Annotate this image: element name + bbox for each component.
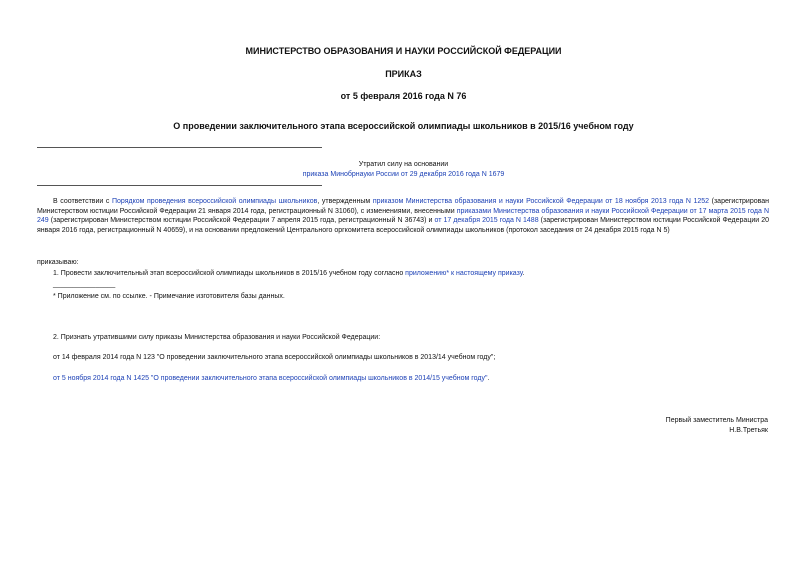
ministry-heading: МИНИСТЕРСТВО ОБРАЗОВАНИЯ И НАУКИ РОССИЙСКОЙ ФЕДЕРАЦИИ	[245, 46, 562, 56]
item-2a: от 14 февраля 2014 года N 123 "О проведении заключительного этапа всероссийской олимпиады школьников в 2013/14 учебном году";	[53, 354, 496, 361]
signature-position: Первый заместитель Министра	[665, 417, 768, 424]
item-2: 2. Признать утратившими силу приказы Министерства образования и науки Российской Федерации:	[53, 334, 381, 341]
item-2b	[53, 374, 489, 384]
procedure-link[interactable]: Порядком проведения всероссийской олимпиады школьников	[111, 198, 318, 205]
status-text: Утратил силу на основании	[358, 161, 449, 168]
preamble-text-1: В соответствии с	[53, 198, 112, 205]
order-1425-link[interactable]: от 5 ноября 2014 года N 1425 "О проведении заключительного этапа всероссийской олимпиады школьников в 2014/15 учебном году"	[53, 375, 488, 382]
appendix-link[interactable]: приложению* к настоящему приказу	[405, 270, 523, 277]
order-1252-link[interactable]: приказом Министерства образования и науки Российской Федерации от 18 ноября 2013 года N 1252	[372, 198, 710, 205]
preamble-text-4: (зарегистрирован Министерством юстиции Российской Федерации 7 апреля 2015 года, регистрационный N 36743) и	[48, 217, 435, 224]
preamble-text-3: (зарегистрирован Министерством юстиции Российской Федерации 21 января 2014 года, регистрационный N 31060), с изменениями, внесенными	[37, 198, 770, 215]
status-top-rule	[37, 147, 322, 148]
footnote-text: * Приложение см. по ссылке. - Примечание изготовителя базы данных.	[53, 293, 285, 300]
preamble-paragraph	[37, 197, 769, 235]
status-bottom-rule	[37, 185, 322, 186]
document-title: О проведении заключительного этапа всероссийской олимпиады школьников в 2015/16 учебном году	[173, 121, 634, 131]
order-249-link[interactable]: приказами Министерства образования и науки Российской Федерации от 17 марта 2015 года N 249	[37, 207, 769, 224]
item-2b-end: .	[487, 375, 490, 382]
prikazyvayu-text: приказываю:	[37, 259, 79, 266]
item-1-end: .	[522, 270, 525, 277]
preamble-text-5: (зарегистрирован Министерством юстиции Российской Федерации 20 января 2016 года, регистрационный N 40659), и на основании предложений Центрального оргкомитета всероссийской олимпиады школьников (протокол заседания от 24 декабря 2015 года N 5)	[37, 217, 769, 234]
item-1-text: 1. Провести заключительный этап всероссийской олимпиады школьников в 2015/16 учебном году согласно	[53, 270, 406, 277]
footnote-rule: ________________	[53, 281, 116, 288]
signature-name: Н.В.Третьяк	[729, 427, 768, 434]
document-date-number: от 5 февраля 2016 года N 76	[340, 91, 467, 101]
order-1488-link[interactable]: от 17 декабря 2015 года N 1488	[434, 217, 539, 224]
document-type: ПРИКАЗ	[385, 69, 422, 79]
preamble-text-2: , утвержденным	[317, 198, 373, 205]
item-1	[53, 269, 773, 279]
status-link[interactable]: приказа Минобрнауки России от 29 декабря 2016 года N 1679	[302, 171, 505, 178]
